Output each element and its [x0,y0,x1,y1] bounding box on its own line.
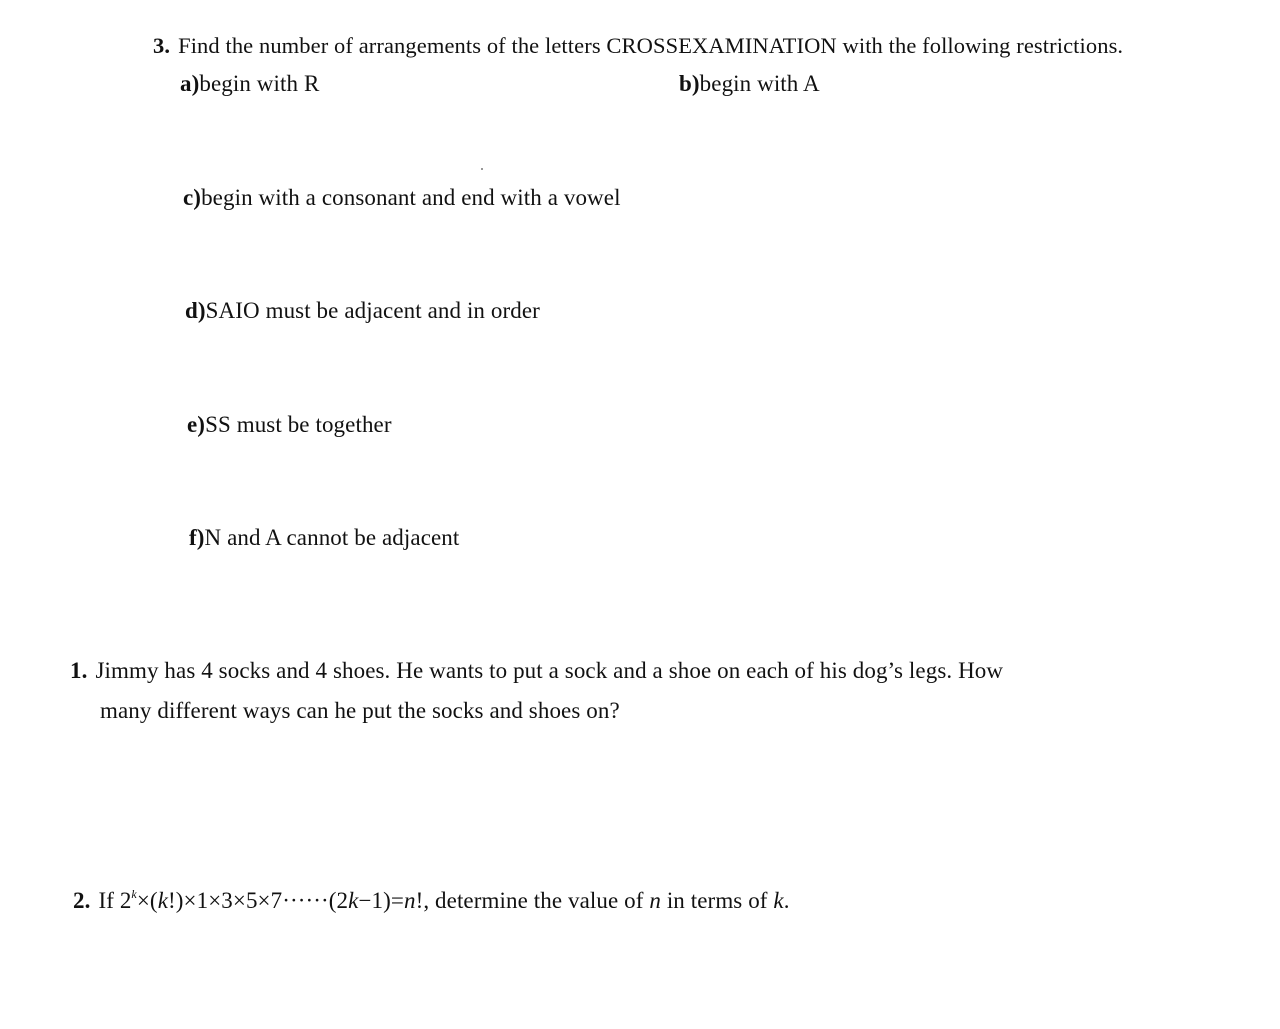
part-f-text: N and A cannot be adjacent [204,525,460,550]
q2-n1: n [403,888,416,913]
question-3-part-f [189,524,459,552]
question-1-text-line-2: many different ways can he put the socks and shoes on? [100,698,620,723]
q2-n2: n [649,888,661,913]
part-b-text: begin with A [699,71,820,96]
stray-dot [481,168,483,170]
q2-k1: k [157,888,169,913]
question-1-line-1 [70,657,1003,685]
q2-mid5: in terms of [660,888,774,913]
question-2-number: 2. [73,888,91,913]
q2-exponent: k [131,887,137,901]
question-3-prompt [153,32,1123,60]
q2-mid2: !)×1×3×5×7······(2 [168,888,349,913]
question-3-number: 3. [153,33,171,58]
q2-mid: ×( [136,888,158,913]
question-3-part-b [679,70,820,98]
question-2 [73,887,790,915]
question-3-part-a [180,70,319,98]
part-a-text: begin with R [199,71,320,96]
part-d-label: d) [185,298,206,323]
part-b-label: b) [679,71,700,96]
question-3-part-e [187,411,392,439]
q2-mid4: !, determine the value of [415,888,650,913]
q2-mid3: −1)= [358,888,404,913]
q2-k3: k [773,888,784,913]
question-1-number: 1. [70,658,88,683]
question-3-text: Find the number of arrangements of the letters CROSSEXAMINATION with the following restrictions. [178,33,1124,58]
part-a-label: a) [180,71,200,96]
part-f-label: f) [189,525,205,550]
q2-if: If 2 [98,888,132,913]
part-c-text: begin with a consonant and end with a vowel [201,185,621,210]
q2-k2: k [348,888,359,913]
question-3-part-c [183,184,621,212]
part-e-text: SS must be together [205,412,392,437]
q2-end: . [783,888,790,913]
question-3-part-d [185,297,540,325]
question-1-text-line-1: Jimmy has 4 socks and 4 shoes. He wants to put a sock and a shoe on each of his dog’s legs. How [95,658,1004,683]
part-c-label: c) [183,185,202,210]
part-e-label: e) [187,412,206,437]
question-1-line-2 [100,697,620,725]
part-d-text: SAIO must be adjacent and in order [205,298,540,323]
